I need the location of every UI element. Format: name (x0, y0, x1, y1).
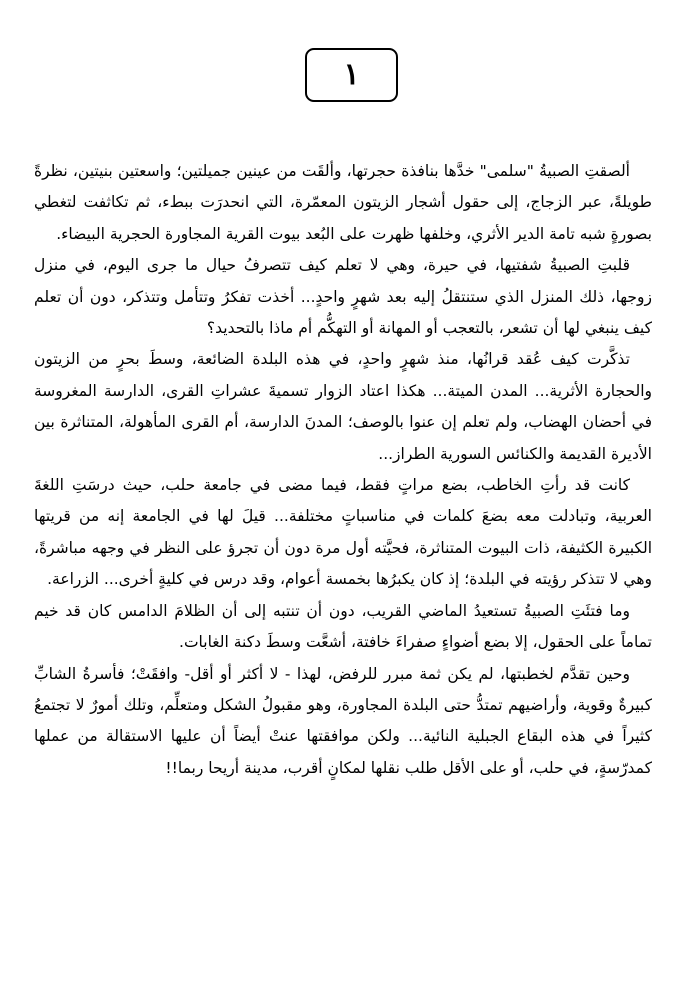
paragraph-2: قلبتِ الصبيةُ شفتيها، في حيرة، وهي لا تعلم كيف تتصرفُ حيال ما جرى اليوم، في منزل زوجها، ذلك المنزل الذي ستنتقلُ إليه بعد شهرٍ واحدٍ... أخذت تفكرُ وتتأمل وتتذكر، دون أن تعلم كيف ينبغي لها أن تشعر، بالتعجب أو المهانة أو التهكُّم أم ماذا بالتحديد؟ (34, 256, 652, 338)
paragraph-5: وما فتئَتِ الصبيةُ تستعيدُ الماضي القريب، دون أن تنتبه إلى أن الظلامَ الدامس كان قد خيم تماماً على الحقول، إلا بضع أضواءٍ صفراءَ خافتة، أشعَّت وسطَ دكنة الغابات. (34, 601, 652, 652)
chapter-text (34, 156, 652, 784)
chapter-number-box (305, 48, 398, 102)
paragraph-1: ألصقتِ الصبيةُ "سلمى" خدَّها بنافذة حجرتها، وألقَت من عينين جميلتين؛ واسعتين بنيتين، نظرةً طويلةً، عبر الزجاج، إلى حقول أشجار الزيتون المعمّرة، التي انحدرَت ببطء، ثم تكاثفت لتغطي بصورةٍ شبه تامة الدير الأثري، وخلفها ظهرت على البُعد بيوت القرية المجاورة الحجرية البيضاء. (34, 162, 652, 243)
paragraph-3: تذكَّرت كيف عُقد قرانُها، منذ شهرٍ واحدٍ، في هذه البلدة الضائعة، وسطَ بحرٍ من الزيتون والحجارة الأثرية... المدن الميتة... هكذا اعتاد الزوار تسميةَ عشراتِ القرى، الدارسة المغروسة في أحضان الهضاب، ولم تعلم إن عنوا بالوصف؛ المدنَ الدارسة، أم القرى المأهولة، المتناثرة بين الأديرة القديمة والكنائس السورية الطراز... (34, 350, 652, 463)
paragraph-6: وحين تقدَّم لخطبتها، لم يكن ثمة مبرر للرفض، لهذا - لا أكثر أو أقل- وافقَتْ؛ فأسرةُ الشابِّ كبيرةٌ وقوية، وأراضيهم تمتدُّ حتى البلدة المجاورة، وهو مقبولُ الشكل ومتعلِّم، وتلك أمورٌ لا تجتمعُ كثيراً في هذه البقاع الجبلية النائية... ولكن موافقتها عنتْ أيضاً أن عليها الاستقالة من عملها كمدرّسةٍ، في حلب، أو على الأقل طلب نقلها لمكانٍ أقرب، مدينة أريحا ربما!! (34, 664, 652, 777)
paragraph-4: كانت قد رأتِ الخاطب، بضع مراتٍ فقط، فيما مضى في جامعة حلب، حيث درسَتِ اللغةَ العربية، وتبادلت معه بضعَ كلمات في مناسباتٍ مختلفة... قيلَ لها في الجامعة إنه من قريتها الكبيرة الكثيفة، ذات البيوت المتناثرة، فحيَّته أول مرة دون أن تجرؤ على النظر في وجهه مباشرةً، وهي لا تتذكر رؤيته في البلدة؛ إذ كان يكبرُها بخمسة أعوام، وقد درس في كليةٍ أخرى... الزراعة. (34, 476, 652, 589)
chapter-number: ١ (343, 57, 360, 92)
